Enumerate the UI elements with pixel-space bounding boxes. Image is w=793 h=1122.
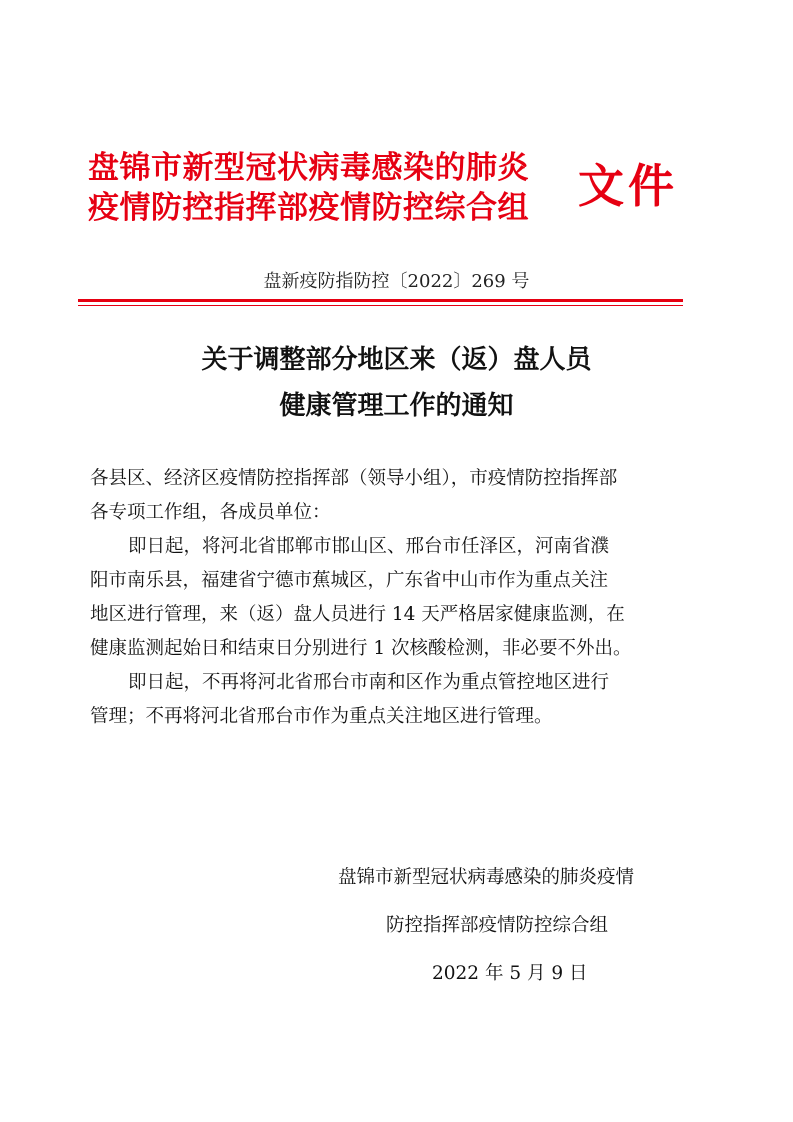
issuing-organization: [88, 148, 568, 228]
document-title: [0, 337, 793, 429]
body-line: 即日起，不再将河北省邢台市南和区作为重点管控地区进行: [128, 672, 610, 693]
red-divider-thin: [78, 305, 683, 306]
red-divider-thick: [78, 299, 683, 302]
document-body: [90, 462, 700, 734]
signature-organization-line-1: 盘锦市新型冠状病毒感染的肺炎疫情: [338, 867, 635, 888]
document-number: 盘新疫防指防控〔2022〕269 号: [263, 271, 530, 292]
issuing-organization-line-2: 疫情防控指挥部疫情防控综合组: [88, 190, 529, 226]
body-line: 各县区、经济区疫情防控指挥部（领导小组），市疫情防控指挥部: [90, 468, 618, 489]
document-type-label: 文件: [578, 159, 678, 213]
body-line: 各专项工作组，各成员单位：: [90, 502, 331, 523]
signature-organization-line-2: 防控指挥部疫情防控综合组: [386, 915, 609, 936]
document-title-line-1: 关于调整部分地区来（返）盘人员: [201, 345, 592, 375]
body-line: 即日起，将河北省邯郸市邯山区、邢台市任泽区，河南省濮: [128, 536, 610, 557]
body-line: 地区进行管理，来（返）盘人员进行 14 天严格居家健康监测，在: [90, 604, 625, 625]
signature-date: 2022 年 5 月 9 日: [432, 963, 588, 984]
document-title-line-2: 健康管理工作的通知: [279, 391, 514, 421]
body-line: 阳市南乐县，福建省宁德市蕉城区，广东省中山市作为重点关注: [90, 570, 609, 591]
body-line: 健康监测起始日和结束日分别进行 1 次核酸检测，非必要不外出。: [90, 638, 632, 659]
issuing-organization-line-1: 盘锦市新型冠状病毒感染的肺炎: [88, 150, 529, 186]
body-line: 管理；不再将河北省邢台市作为重点关注地区进行管理。: [90, 706, 553, 727]
